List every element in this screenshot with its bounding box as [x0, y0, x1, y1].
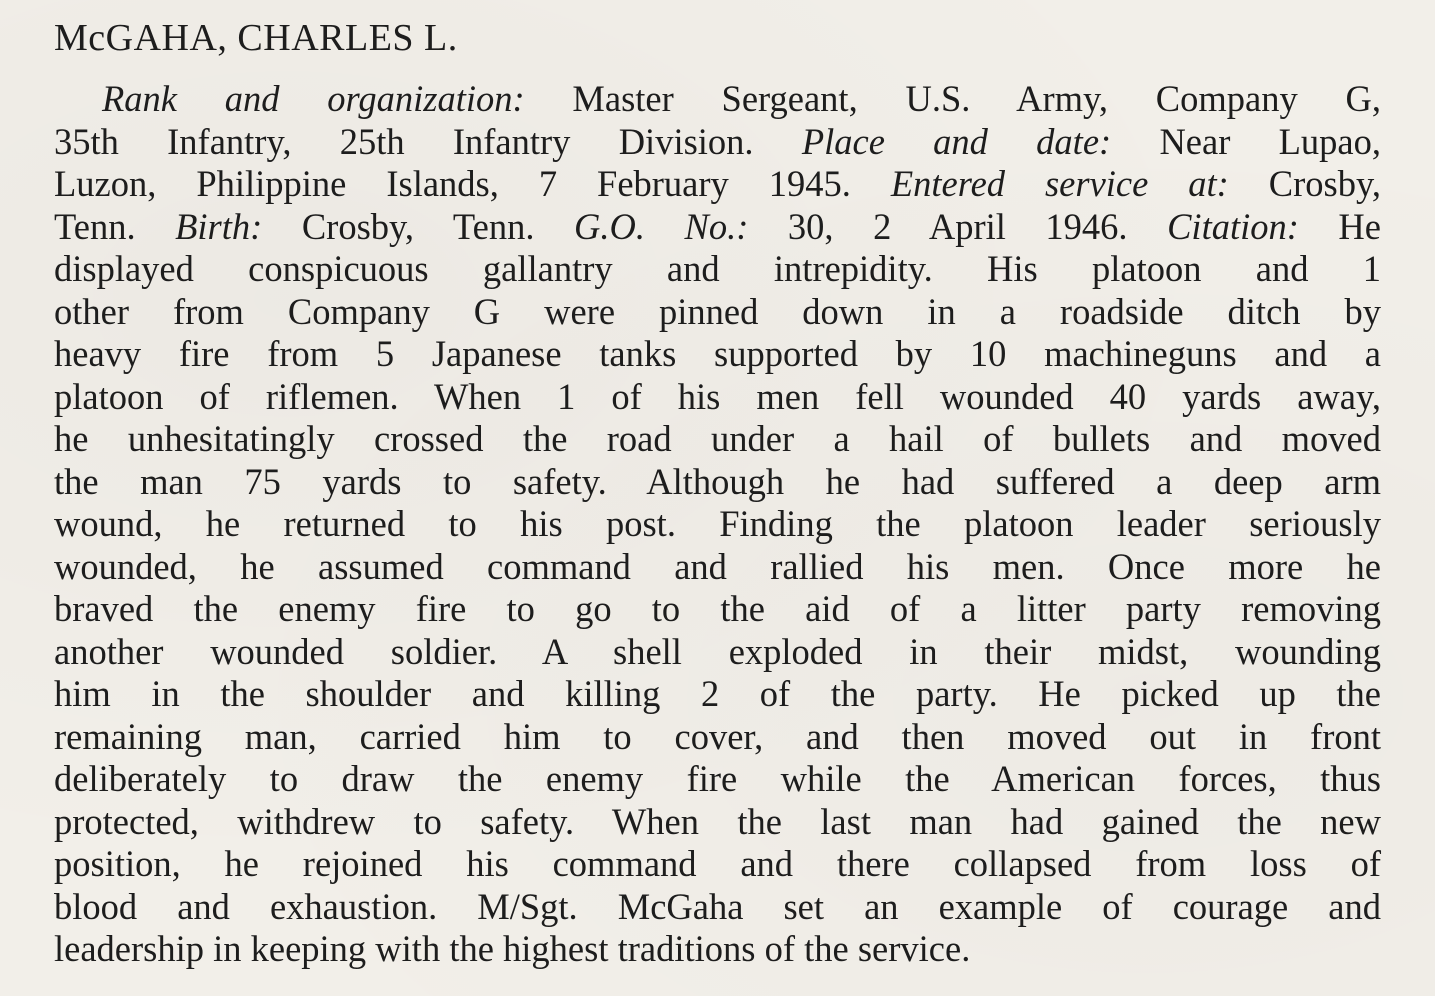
- birth-value: Crosby, Tenn.: [262, 205, 535, 247]
- citation-line: him in the shoulder and killing 2 of the party. He picked up the: [54, 673, 1381, 714]
- citation-line: another wounded soldier. A shell exploded in their midst, wounding: [54, 630, 1381, 672]
- citation-line: [54, 206, 1381, 249]
- citation-line: deliberately to draw the enemy fire while the American forces, thus: [54, 758, 1381, 799]
- citation-line: position, he rejoined his command and there collapsed from loss of: [54, 843, 1381, 884]
- rank-value-cont: 35th Infantry, 25th Infantry Division.: [54, 120, 754, 162]
- citation-body: [54, 78, 1381, 971]
- entered-value-cont: Tenn.: [54, 205, 136, 247]
- citation-line: [54, 78, 1381, 121]
- citation-line: protected, withdrew to safety. When the last man had gained the new: [54, 800, 1381, 842]
- place-value: Near Lupao,: [1111, 120, 1381, 162]
- place-value-cont: Luzon, Philippine Islands, 7 February 1945.: [54, 163, 851, 204]
- citation-label: Citation:: [1167, 205, 1299, 247]
- recipient-name-heading: McGAHA, CHARLES L.: [54, 17, 458, 59]
- go-value: 30, 2 April 1946.: [748, 205, 1128, 247]
- citation-line: wound, he returned to his post. Finding the platoon leader seriously: [54, 503, 1381, 544]
- citation-line: remaining man, carried him to cover, and then moved out in front: [54, 715, 1381, 757]
- entered-label: Entered service at:: [890, 163, 1229, 204]
- citation-first: He: [1298, 205, 1381, 247]
- citation-line: [54, 163, 1381, 206]
- place-label: Place and date:: [801, 120, 1112, 162]
- rank-label: Rank and organization:: [102, 78, 525, 119]
- go-label: G.O. No.:: [574, 205, 749, 247]
- citation-line: platoon of riflemen. When 1 of his men fell wounded 40 yards away,: [54, 375, 1381, 417]
- citation-line: braved the enemy fire to go to the aid of a litter party removing: [54, 588, 1381, 629]
- rank-value: Master Sergeant, U.S. Army, Company G,: [524, 78, 1381, 119]
- entered-value: Crosby,: [1228, 163, 1381, 204]
- birth-label: Birth:: [175, 205, 263, 247]
- citation-line: heavy fire from 5 Japanese tanks supported by 10 machineguns and a: [54, 333, 1381, 374]
- citation-line: wounded, he assumed command and rallied his men. Once more he: [54, 545, 1381, 587]
- citation-line: other from Company G were pinned down in a roadside ditch by: [54, 290, 1381, 332]
- citation-line: leadership in keeping with the highest traditions of the service.: [54, 928, 971, 969]
- citation-line: displayed conspicuous gallantry and intrepidity. His platoon and 1: [54, 248, 1381, 289]
- citation-line: he unhesitatingly crossed the road under a hail of bullets and moved: [54, 418, 1381, 459]
- citation-line: [54, 121, 1381, 164]
- citation-line: blood and exhaustion. M/Sgt. McGaha set an example of courage and: [54, 885, 1381, 927]
- citation-line: the man 75 yards to safety. Although he had suffered a deep arm: [54, 460, 1381, 502]
